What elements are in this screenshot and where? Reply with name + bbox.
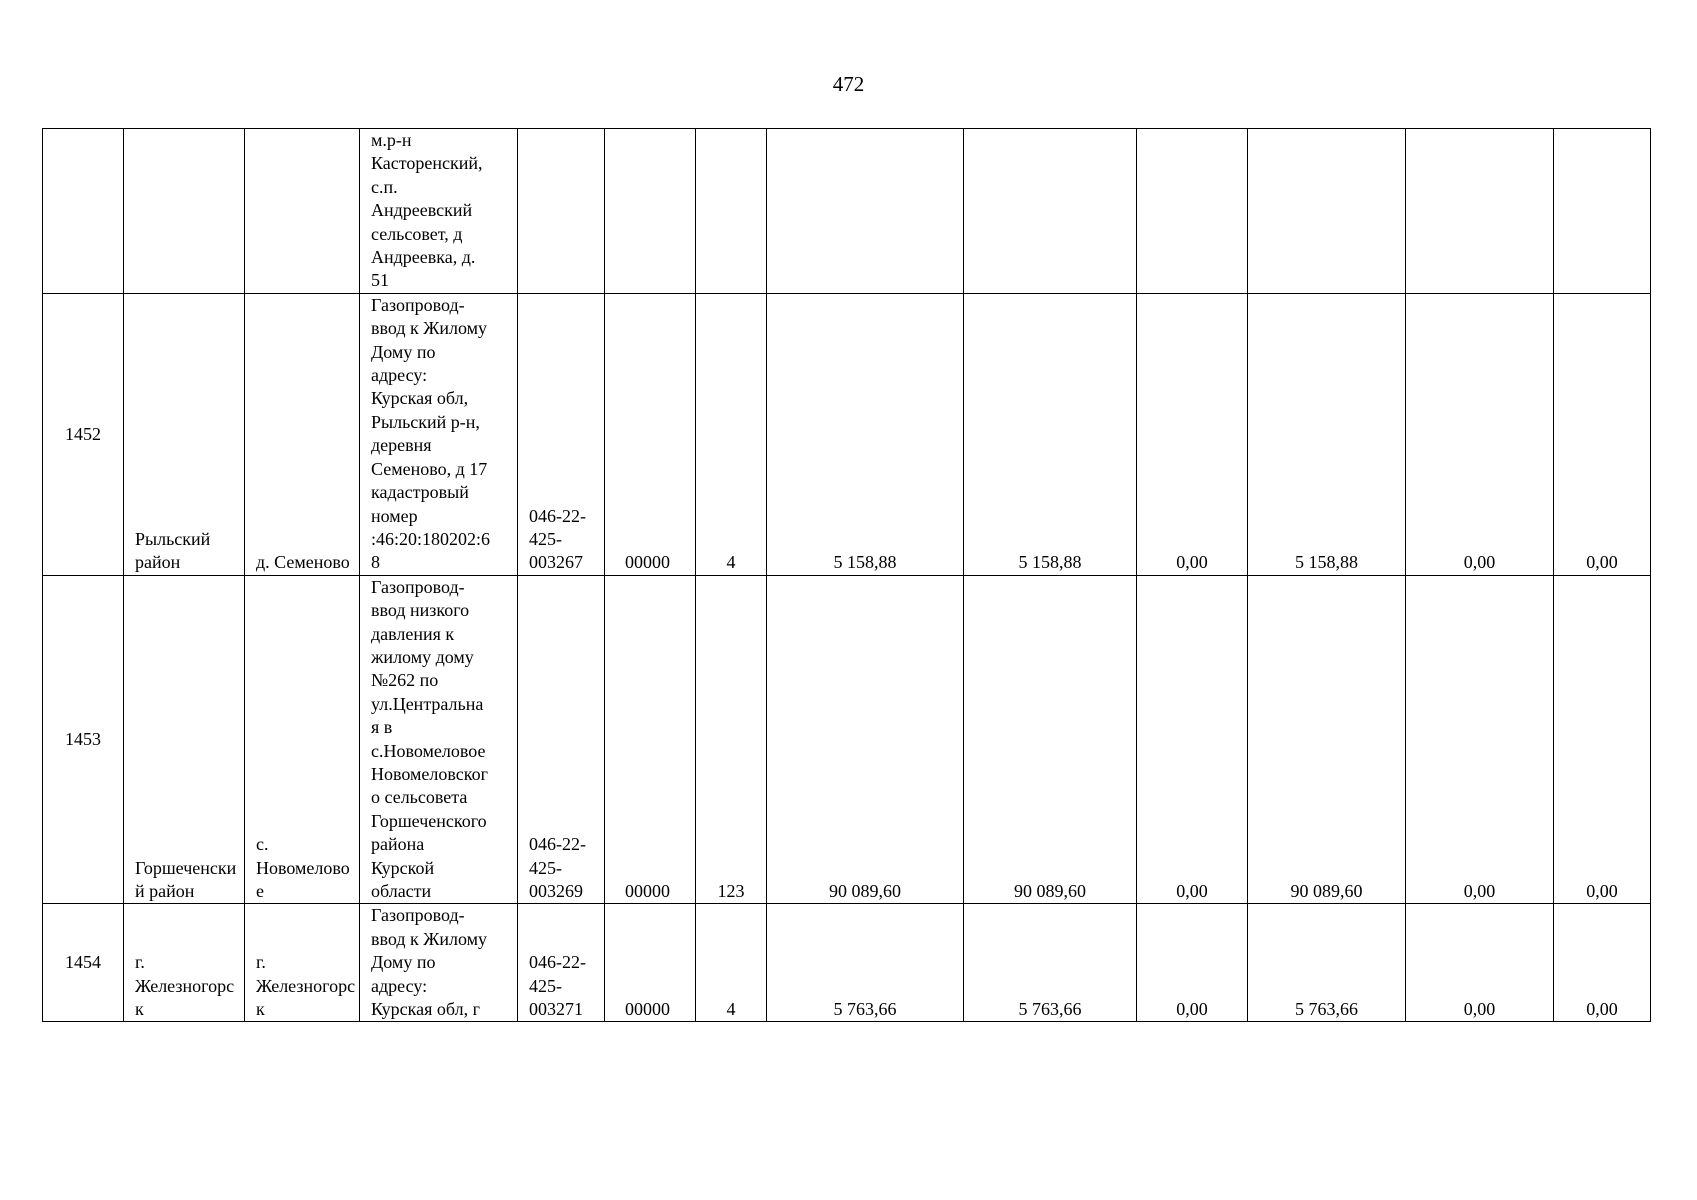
district-cell: Горшеченский район xyxy=(124,575,245,904)
value3-cell: 0,00 xyxy=(1137,575,1248,904)
value2-cell: 5 763,66 xyxy=(964,904,1137,1022)
row-number: 1452 xyxy=(43,293,124,575)
value4-cell: 90 089,60 xyxy=(1248,575,1406,904)
value2-cell: 5 158,88 xyxy=(964,293,1137,575)
description-cell: Газопровод- ввод низкого давления к жилому дому №262 по ул.Центральна я в с.Новомеловое Новомеловског о сельсовета Горшеченского района Курской области xyxy=(360,575,518,904)
locality-cell: с. Новомеловое xyxy=(245,575,360,904)
value6-cell xyxy=(1554,129,1651,294)
description-cell: Газопровод- ввод к Жилому Дому по адресу: Курская обл, Рыльский р-н, деревня Семеново, д 17 кадастровый номер :46:20:180202:6 8 xyxy=(360,293,518,575)
description-cell: м.р-н Касторенский, с.п. Андреевский сельсовет, д Андреевка, д. 51 xyxy=(360,129,518,294)
value4-cell: 5 763,66 xyxy=(1248,904,1406,1022)
value4-cell xyxy=(1248,129,1406,294)
quantity-cell: 4 xyxy=(696,904,767,1022)
value1-cell: 90 089,60 xyxy=(767,575,964,904)
value3-cell: 0,00 xyxy=(1137,293,1248,575)
value5-cell: 0,00 xyxy=(1406,575,1554,904)
quantity-cell: 4 xyxy=(696,293,767,575)
code2-cell: 00000 xyxy=(605,293,696,575)
table-row xyxy=(43,904,1651,1022)
value6-cell: 0,00 xyxy=(1554,575,1651,904)
code-cell: 046-22- 425- 003267 xyxy=(518,293,605,575)
description-cell: Газопровод- ввод к Жилому Дому по адресу: Курская обл, г xyxy=(360,904,518,1022)
value6-cell: 0,00 xyxy=(1554,904,1651,1022)
value4-cell: 5 158,88 xyxy=(1248,293,1406,575)
row-number: 1454 xyxy=(43,904,124,1022)
value2-cell xyxy=(964,129,1137,294)
district-cell: Рыльский район xyxy=(124,293,245,575)
value1-cell xyxy=(767,129,964,294)
page-number: 472 xyxy=(832,72,865,96)
value6-cell: 0,00 xyxy=(1554,293,1651,575)
table-row xyxy=(43,575,1651,904)
quantity-cell xyxy=(696,129,767,294)
code2-cell: 00000 xyxy=(605,575,696,904)
value3-cell xyxy=(1137,129,1248,294)
code-cell xyxy=(518,129,605,294)
row-number xyxy=(43,129,124,294)
code2-cell: 00000 xyxy=(605,904,696,1022)
quantity-cell: 123 xyxy=(696,575,767,904)
district-cell: г. Железногорск xyxy=(124,904,245,1022)
value3-cell: 0,00 xyxy=(1137,904,1248,1022)
locality-cell: г. Железногорск xyxy=(245,904,360,1022)
code2-cell xyxy=(605,129,696,294)
value1-cell: 5 158,88 xyxy=(767,293,964,575)
value1-cell: 5 763,66 xyxy=(767,904,964,1022)
table-row xyxy=(43,129,1651,294)
value5-cell: 0,00 xyxy=(1406,904,1554,1022)
district-cell xyxy=(124,129,245,294)
value2-cell: 90 089,60 xyxy=(964,575,1137,904)
table-row xyxy=(43,293,1651,575)
value5-cell xyxy=(1406,129,1554,294)
locality-cell: д. Семеново xyxy=(245,293,360,575)
code-cell: 046-22- 425- 003269 xyxy=(518,575,605,904)
code-cell: 046-22- 425- 003271 xyxy=(518,904,605,1022)
locality-cell xyxy=(245,129,360,294)
asset-register-table xyxy=(42,128,1651,1022)
value5-cell: 0,00 xyxy=(1406,293,1554,575)
row-number: 1453 xyxy=(43,575,124,904)
